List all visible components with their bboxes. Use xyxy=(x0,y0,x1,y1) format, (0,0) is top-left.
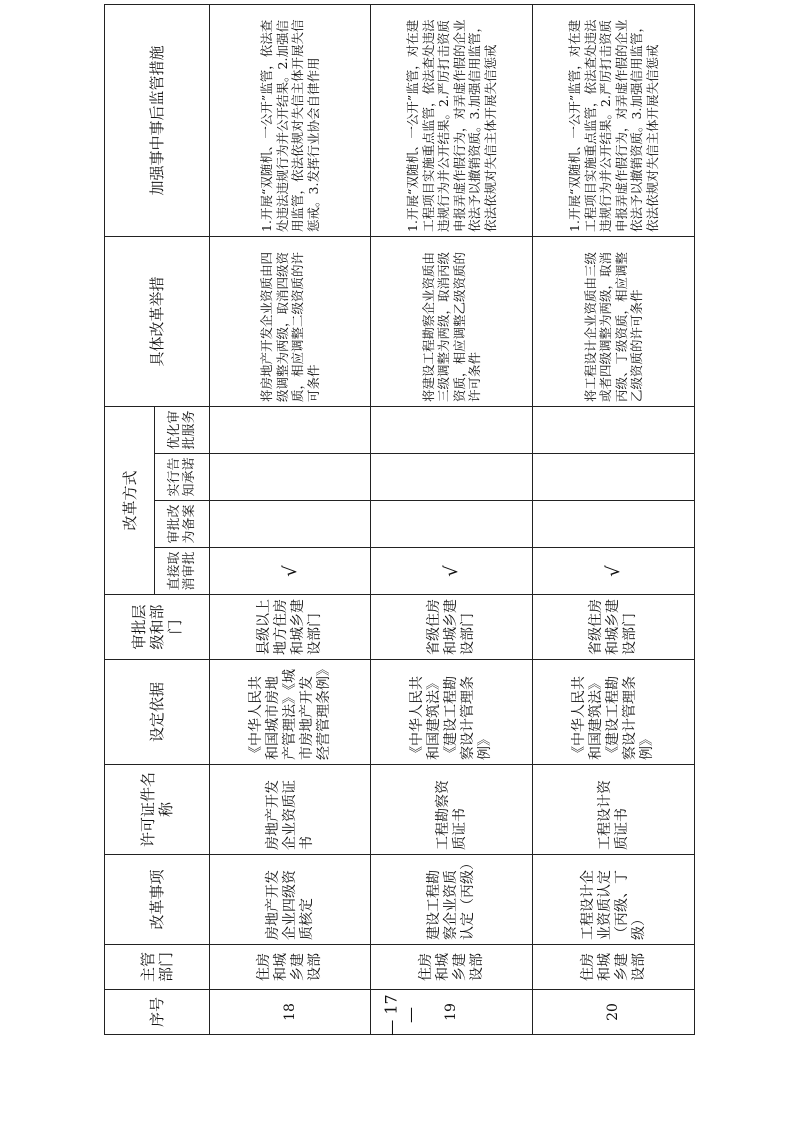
header-item: 改革事项 xyxy=(105,855,210,945)
cell-approval-dept: 县级以上地方住房和城乡建设部门 xyxy=(210,595,371,660)
header-row xyxy=(105,4,155,1034)
table-row xyxy=(371,4,533,1034)
cell-notify xyxy=(533,454,695,501)
cell-cancel-check: √ xyxy=(210,548,371,595)
header-license: 许可证件名称 xyxy=(105,765,210,855)
header-measures: 具体改革举措 xyxy=(105,236,210,406)
header-reform-mode: 改革方式 xyxy=(105,406,155,594)
header-supervision: 加强事中事后监管措施 xyxy=(105,4,210,236)
cell-optimize xyxy=(210,406,371,453)
cell-approval-dept: 省级住房和城乡建设部门 xyxy=(371,595,533,660)
cell-supervision: 1.开展“双随机、一公开”监管，对在建工程项目实施重点监管，依法查处违法违规行为并公开结果。2.严厉打击资质申报弄虚作假行为，对弄虚作假的企业依法予以撤销资质。3.加强信用监管，依法依规对失信主体开展失信惩戒 xyxy=(533,4,695,236)
cell-item: 建设工程勘察企业资质认定（丙级） xyxy=(371,855,533,945)
cell-license: 工程勘察资质证书 xyxy=(371,765,533,855)
cell-dept: 住房和城乡建设部 xyxy=(210,945,371,990)
cell-notify xyxy=(371,454,533,501)
cell-seq: 18 xyxy=(210,990,371,1035)
header-basis: 设定依据 xyxy=(105,660,210,765)
cell-dept: 住房和城乡建设部 xyxy=(533,945,695,990)
cell-seq: 19 xyxy=(371,990,533,1035)
table-row xyxy=(533,4,695,1034)
header-mode-notify: 实行告知承诺 xyxy=(155,454,210,501)
header-dept: 主管部门 xyxy=(105,945,210,990)
cell-item: 工程设计企业资质认定（丙级、丁级） xyxy=(533,855,695,945)
cell-filing xyxy=(371,501,533,548)
cell-basis: 《中华人民共和国建筑法》《建设工程勘察设计管理条例》 xyxy=(371,660,533,765)
cell-filing xyxy=(533,501,695,548)
header-approval-dept: 审批层级和部门 xyxy=(105,595,210,660)
cell-dept: 住房和城乡建设部 xyxy=(371,945,533,990)
cell-supervision: 1.开展“双随机、一公开”监管，对在建工程项目实施重点监管，依法查处违法违规行为并公开结果。2.严厉打击资质申报弄虚作假行为，对弄虚作假的企业依法予以撤销资质。3.加强信用监管，依法依规对失信主体开展失信惩戒 xyxy=(371,4,533,236)
header-mode-cancel: 直接取消审批 xyxy=(155,548,210,595)
rotated-table-page xyxy=(104,19,694,1035)
cell-filing xyxy=(210,501,371,548)
cell-measures: 将工程设计企业资质由三级或者四级调整为两级，取消丙级、丁级资质，相应调整乙级资质的许可条件 xyxy=(533,236,695,406)
cell-basis: 《中华人民共和国城市房地产管理法》《城市房地产开发经营管理条例》 xyxy=(210,660,371,765)
cell-measures: 将房地产开发企业资质由四级调整为两级，取消四级资质，相应调整二级资质的许可条件 xyxy=(210,236,371,406)
cell-license: 房地产开发企业资质证书 xyxy=(210,765,371,855)
cell-seq: 20 xyxy=(533,990,695,1035)
cell-basis: 《中华人民共和国建筑法》《建设工程勘察设计管理条例》 xyxy=(533,660,695,765)
page-number: — 17 — xyxy=(381,994,420,1036)
cell-cancel-check: √ xyxy=(533,548,695,595)
cell-optimize xyxy=(371,406,533,453)
header-seq: 序号 xyxy=(105,990,210,1035)
cell-item: 房地产开发企业四级资质核定 xyxy=(210,855,371,945)
header-mode-filing: 审批改为备案 xyxy=(155,501,210,548)
cell-notify xyxy=(210,454,371,501)
header-mode-optimize: 优化审批服务 xyxy=(155,406,210,453)
reform-table xyxy=(104,4,695,1035)
cell-approval-dept: 省级住房和城乡建设部门 xyxy=(533,595,695,660)
cell-license: 工程设计资质证书 xyxy=(533,765,695,855)
table-row xyxy=(210,4,371,1034)
cell-optimize xyxy=(533,406,695,453)
cell-measures: 将建设工程勘察企业资质由三级调整为两级，取消丙级资质，相应调整乙级资质的许可条件 xyxy=(371,236,533,406)
cell-cancel-check: √ xyxy=(371,548,533,595)
cell-supervision: 1.开展“双随机、一公开”监管，依法查处违法违规行为并公开结果。2.加强信用监管，依法依规对失信主体开展失信惩戒。3.发挥行业协会自律作用 xyxy=(210,4,371,236)
